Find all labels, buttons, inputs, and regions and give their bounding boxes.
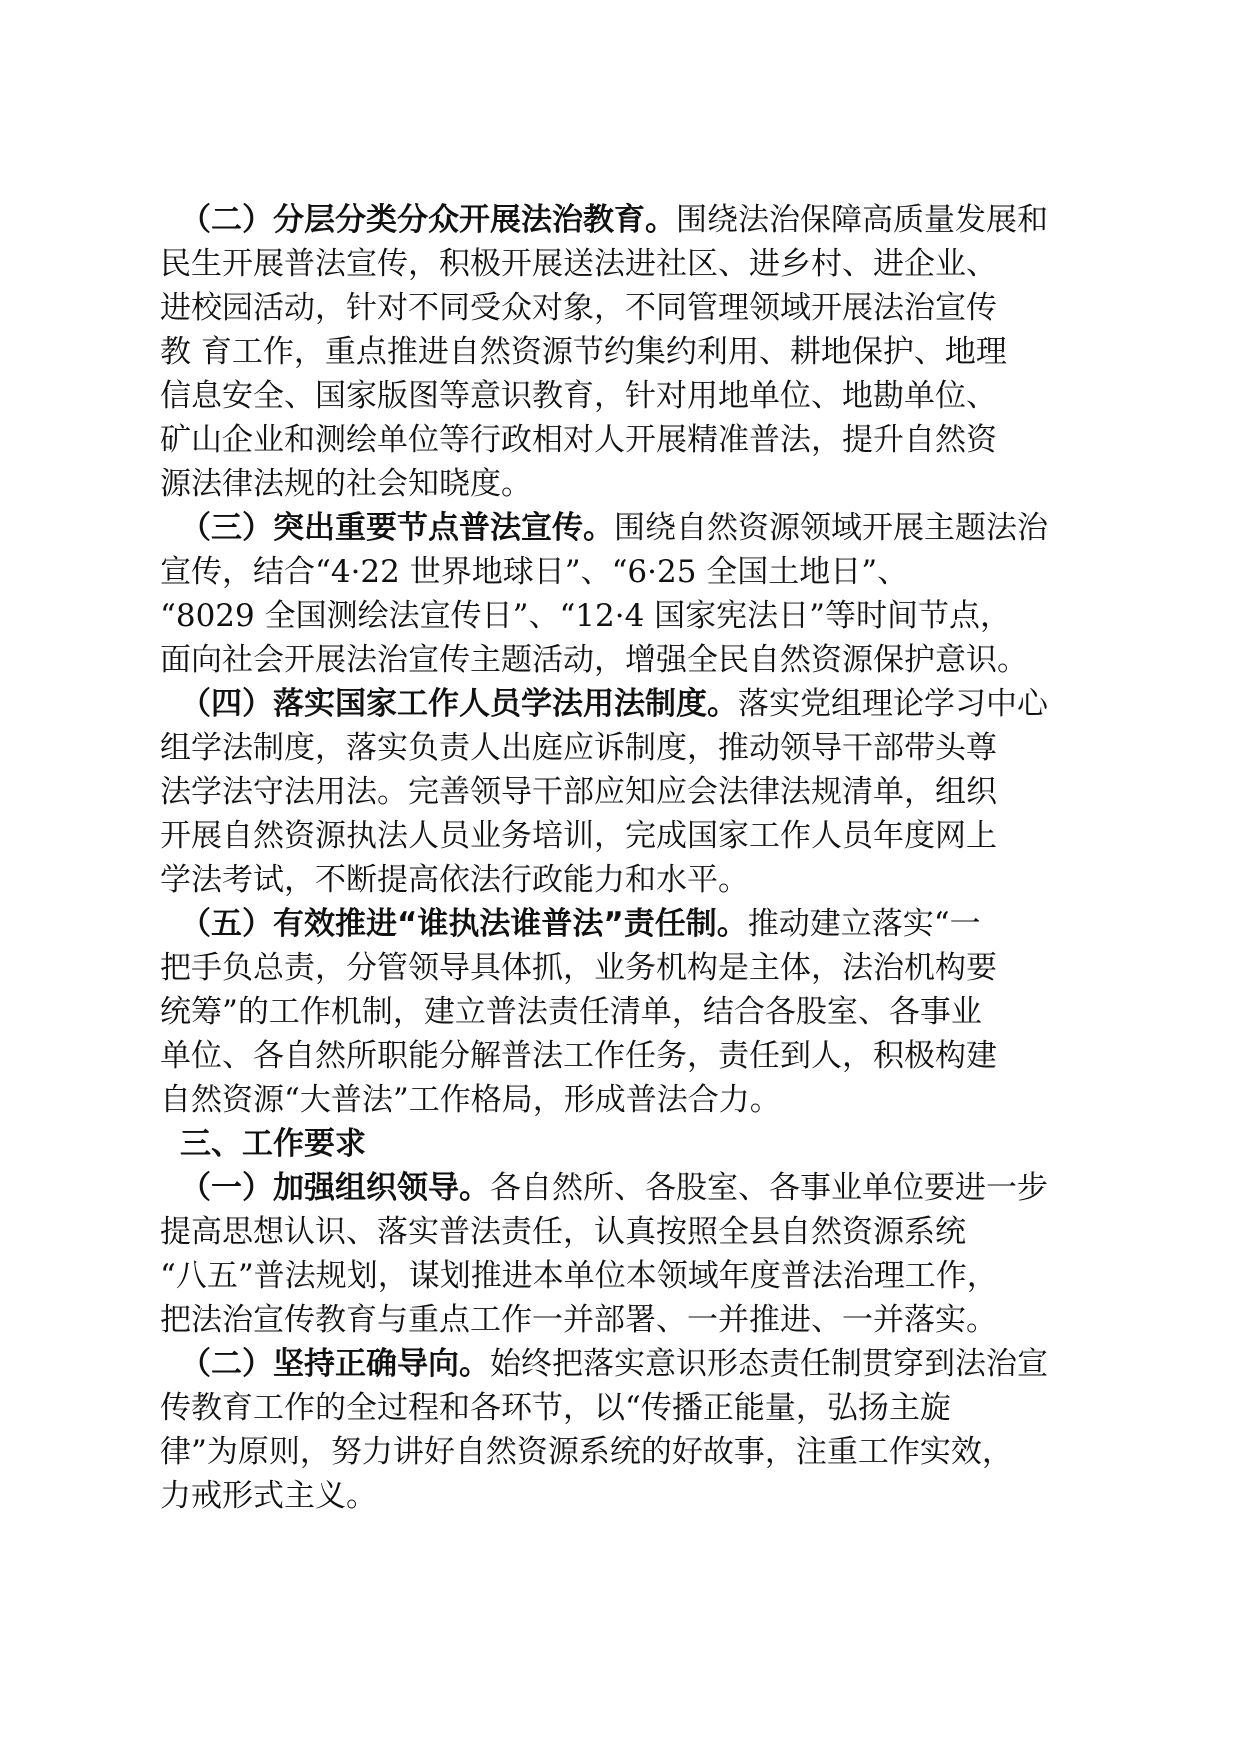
paragraph-lead: （二）分层分类分众开展法治教育。: [180, 202, 676, 238]
paragraph-line: [160, 682, 1080, 726]
paragraph-lead: （一）加强组织领导。: [180, 1170, 490, 1206]
paragraph-line: [160, 902, 1080, 946]
paragraph-line: 提高思想认识、落实普法责任，认真按照全县自然资源系统: [160, 1214, 966, 1250]
paragraph-line: 律”为原则，努力讲好自然资源系统的好故事，注重工作实效，: [160, 1434, 1013, 1470]
paragraph-line: 民生开展普法宣传，积极开展送法进社区、进乡村、进企业、: [160, 246, 997, 282]
paragraph-text: 各自然所、各股室、各事业单位要进一步: [490, 1170, 1048, 1206]
paragraph-lead: （五）有效推进“谁执法谁普法”责任制。: [180, 906, 748, 942]
section-heading: 三、工作要求: [180, 1126, 366, 1162]
paragraph-line: 把法治宣传教育与重点工作一并部署、一并推进、一并落实。: [160, 1302, 997, 1338]
paragraph-line: 学法考试，不断提高依法行政能力和水平。: [160, 862, 749, 898]
paragraph: [160, 682, 1080, 902]
paragraph: [160, 902, 1080, 1122]
paragraph-text: 落实党组理论学习中心: [738, 686, 1048, 722]
paragraph-line: “8029 全国测绘法宣传日”、“12·4 国家宪法日”等时间节点，: [160, 598, 1012, 634]
paragraph-text: 围绕法治保障高质量发展和: [676, 202, 1048, 238]
paragraph: [160, 1342, 1080, 1518]
document-page: [160, 198, 1080, 1518]
paragraph-line: 教 育工作，重点推进自然资源节约集约利用、耕地保护、地理: [160, 334, 1007, 370]
paragraph-line: 矿山企业和测绘单位等行政相对人开展精准普法，提升自然资: [160, 422, 997, 458]
paragraph-line: 进校园活动，针对不同受众对象，不同管理领域开展法治宣传: [160, 290, 997, 326]
paragraph: [160, 1166, 1080, 1342]
paragraph: [160, 506, 1080, 682]
paragraph-lead: （二）坚持正确导向。: [180, 1346, 490, 1382]
paragraph-line: 宣传，结合“4·22 世界地球日”、“6·25 全国土地日”、: [160, 554, 909, 590]
paragraph-line: [160, 1166, 1080, 1210]
paragraph-line: 开展自然资源执法人员业务培训，完成国家工作人员年度网上: [160, 818, 997, 854]
paragraph-lead: （四）落实国家工作人员学法用法制度。: [180, 686, 738, 722]
paragraph-text: 推动建立落实“一: [747, 906, 981, 942]
paragraph-line: 面向社会开展法治宣传主题活动，增强全民自然资源保护意识。: [160, 642, 1028, 678]
paragraph-line: “八五”普法规划，谋划推进本单位本领域年度普法治理工作，: [160, 1258, 998, 1294]
paragraph-line: 传教育工作的全过程和各环节，以“传播正能量，弘扬主旋: [160, 1390, 951, 1426]
paragraph-line: 把手负总责，分管领导具体抓，业务机构是主体，法治机构要: [160, 950, 997, 986]
paragraph-line: 源法律法规的社会知晓度。: [160, 466, 532, 502]
paragraph-line: 力戒形式主义。: [160, 1478, 377, 1514]
paragraph: [160, 198, 1080, 506]
paragraph-text: 围绕自然资源领域开展主题法治: [614, 510, 1048, 546]
paragraph-text: 始终把落实意识形态责任制贯穿到法治宣: [490, 1346, 1048, 1382]
paragraph-lead: （三）突出重要节点普法宣传。: [180, 510, 614, 546]
paragraph-line: 组学法制度，落实负责人出庭应诉制度，推动领导干部带头尊: [160, 730, 997, 766]
paragraph-line: 信息安全、国家版图等意识教育，针对用地单位、地勘单位、: [160, 378, 997, 414]
paragraph-line: [160, 198, 1080, 242]
paragraph-line: 统筹”的工作机制，建立普法责任清单，结合各股室、各事业: [160, 994, 982, 1030]
paragraph-line: [160, 506, 1080, 550]
paragraph-line: 自然资源“大普法”工作格局，形成普法合力。: [160, 1082, 781, 1118]
paragraph-line: 单位、各自然所职能分解普法工作任务，责任到人，积极构建: [160, 1038, 997, 1074]
paragraph-line: 法学法守法用法。完善领导干部应知应会法律法规清单，组织: [160, 774, 997, 810]
paragraph-line: [160, 1342, 1080, 1386]
